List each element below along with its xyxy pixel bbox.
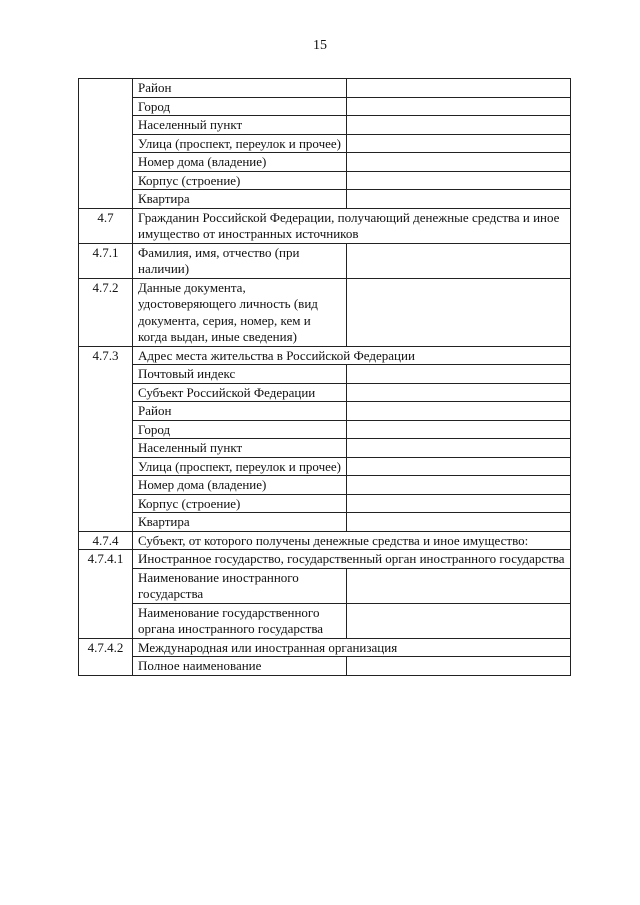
- field-value-cell[interactable]: [347, 457, 571, 476]
- table-row: [79, 97, 571, 116]
- field-label: Номер дома (владение): [133, 153, 347, 172]
- page-number: 15: [313, 38, 327, 53]
- table-row: [79, 278, 571, 346]
- section-heading: Субъект, от которого получены денежные средства и иное имущество:: [133, 531, 571, 550]
- table-row: [79, 513, 571, 532]
- table-row: [79, 603, 571, 638]
- section-number: [79, 79, 133, 209]
- field-value-cell[interactable]: [347, 420, 571, 439]
- table-row: [79, 439, 571, 458]
- field-value-cell[interactable]: [347, 278, 571, 346]
- field-label: Район: [133, 402, 347, 421]
- section-heading-row: [79, 531, 571, 550]
- table-row: [79, 243, 571, 278]
- field-value-cell[interactable]: [347, 79, 571, 98]
- field-value-cell[interactable]: [347, 657, 571, 676]
- field-label: Корпус (строение): [133, 171, 347, 190]
- field-label: Улица (проспект, переулок и прочее): [133, 457, 347, 476]
- table-row: [79, 657, 571, 676]
- field-value-cell[interactable]: [347, 568, 571, 603]
- field-value-cell[interactable]: [347, 439, 571, 458]
- field-value-cell[interactable]: [347, 383, 571, 402]
- field-value-cell[interactable]: [347, 153, 571, 172]
- field-value-cell[interactable]: [347, 97, 571, 116]
- table-row: [79, 171, 571, 190]
- table-row: [79, 420, 571, 439]
- table-row: [79, 116, 571, 135]
- section-heading-row: [79, 346, 571, 365]
- report-form-table: [78, 78, 571, 676]
- field-label: Район: [133, 79, 347, 98]
- field-value-cell[interactable]: [347, 402, 571, 421]
- section-number: 4.7.2: [79, 278, 133, 346]
- section-heading-row: [79, 550, 571, 569]
- section-number: 4.7.3: [79, 346, 133, 531]
- field-label: Данные документа, удостоверяющего личность (вид документа, серия, номер, кем и когда выдан, иные сведения): [133, 278, 347, 346]
- field-label: Наименование государственного органа иностранного государства: [133, 603, 347, 638]
- field-value-cell[interactable]: [347, 603, 571, 638]
- field-label: Город: [133, 97, 347, 116]
- field-value-cell[interactable]: [347, 494, 571, 513]
- field-value-cell[interactable]: [347, 365, 571, 384]
- section-number: 4.7: [79, 208, 133, 243]
- table-row: [79, 383, 571, 402]
- field-label: Квартира: [133, 190, 347, 209]
- field-value-cell[interactable]: [347, 513, 571, 532]
- field-label: Субъект Российской Федерации: [133, 383, 347, 402]
- table-row: [79, 153, 571, 172]
- field-value-cell[interactable]: [347, 190, 571, 209]
- field-label: Улица (проспект, переулок и прочее): [133, 134, 347, 153]
- field-label: Полное наименование: [133, 657, 347, 676]
- field-label: Корпус (строение): [133, 494, 347, 513]
- table-row: [79, 79, 571, 98]
- field-label: Квартира: [133, 513, 347, 532]
- section-number: 4.7.4.1: [79, 550, 133, 639]
- section-heading: Международная или иностранная организация: [133, 638, 571, 657]
- field-label: Наименование иностранного государства: [133, 568, 347, 603]
- section-heading-row: [79, 208, 571, 243]
- field-value-cell[interactable]: [347, 243, 571, 278]
- table-row: [79, 190, 571, 209]
- table-row: [79, 134, 571, 153]
- section-number: 4.7.1: [79, 243, 133, 278]
- field-label: Номер дома (владение): [133, 476, 347, 495]
- field-label: Населенный пункт: [133, 439, 347, 458]
- section-number: 4.7.4.2: [79, 638, 133, 675]
- field-value-cell[interactable]: [347, 171, 571, 190]
- section-heading: Гражданин Российской Федерации, получающий денежные средства и иное имущество от иностранных источников: [133, 208, 571, 243]
- field-value-cell[interactable]: [347, 134, 571, 153]
- section-number: 4.7.4: [79, 531, 133, 550]
- field-label: Город: [133, 420, 347, 439]
- field-label: Почтовый индекс: [133, 365, 347, 384]
- section-heading-row: [79, 638, 571, 657]
- table-row: [79, 476, 571, 495]
- table-row: [79, 457, 571, 476]
- field-value-cell[interactable]: [347, 116, 571, 135]
- field-label: Населенный пункт: [133, 116, 347, 135]
- section-heading: Адрес места жительства в Российской Федерации: [133, 346, 571, 365]
- field-label: Фамилия, имя, отчество (при наличии): [133, 243, 347, 278]
- section-heading: Иностранное государство, государственный орган иностранного государства: [133, 550, 571, 569]
- table-row: [79, 402, 571, 421]
- table-row: [79, 365, 571, 384]
- table-row: [79, 494, 571, 513]
- field-value-cell[interactable]: [347, 476, 571, 495]
- table-row: [79, 568, 571, 603]
